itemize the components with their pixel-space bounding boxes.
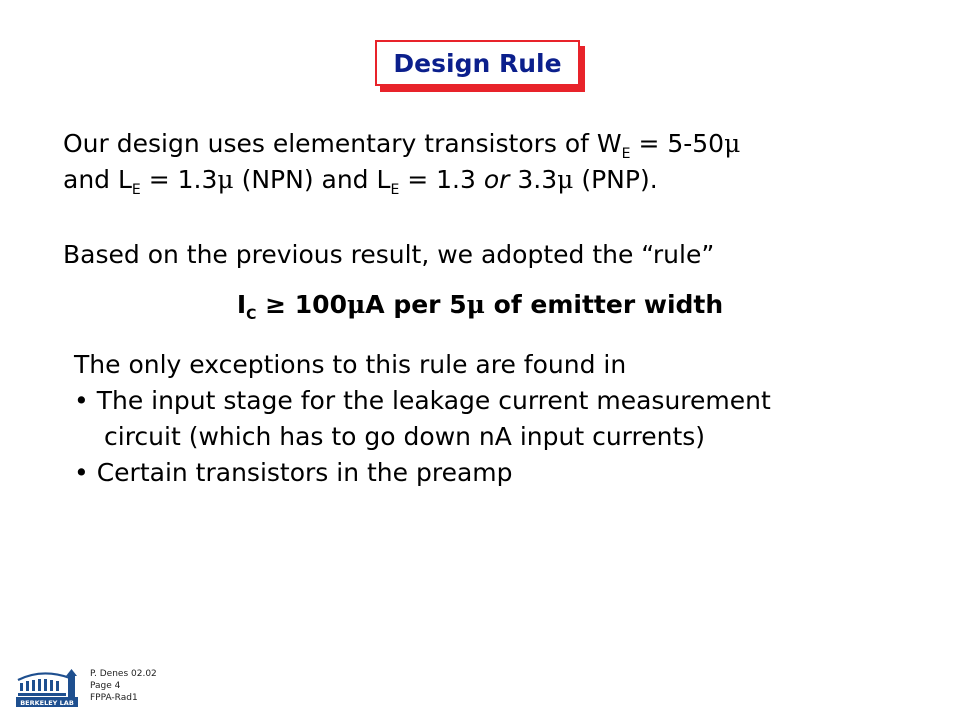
- text: (NPN) and L: [233, 165, 391, 194]
- bullet-item: [74, 383, 771, 419]
- text: and L: [63, 165, 132, 194]
- bullet-icon: •: [74, 386, 89, 415]
- exceptions-block: [74, 347, 771, 491]
- bullet-text: The input stage for the leakage current measurement: [96, 386, 771, 415]
- subscript: E: [621, 146, 631, 162]
- text: of emitter width: [484, 290, 724, 319]
- footer-text: [90, 668, 157, 704]
- rule-intro-paragraph: Based on the previous result, we adopted the “rule”: [63, 240, 715, 269]
- line-2: [63, 162, 740, 198]
- footer-page: Page 4: [90, 681, 121, 691]
- title-box: [375, 40, 580, 86]
- footer-file: FPPA-Rad1: [90, 693, 138, 703]
- transistor-dimensions-paragraph: [63, 126, 740, 198]
- line-1: [63, 126, 740, 162]
- text: (PNP).: [573, 165, 658, 194]
- mu-symbol: μ: [466, 290, 485, 319]
- mu-symbol: μ: [724, 129, 741, 158]
- mu-symbol: μ: [557, 165, 574, 194]
- berkeley-lab-logo-icon: [12, 666, 82, 708]
- mu-symbol: μ: [217, 165, 234, 194]
- text: = 1.3: [399, 165, 484, 194]
- text: 3.3: [509, 165, 558, 194]
- bullet-continuation: circuit (which has to go down nA input currents): [104, 422, 706, 451]
- text: A per 5: [365, 290, 467, 319]
- mu-symbol: μ: [346, 290, 366, 319]
- exceptions-intro: The only exceptions to this rule are found in: [74, 350, 627, 379]
- logo-text: BERKELEY LAB: [20, 699, 74, 707]
- text: = 5-50: [630, 129, 725, 158]
- design-rule-statement: [0, 287, 960, 323]
- bullet-item: [74, 455, 771, 491]
- bullet-icon: •: [74, 458, 89, 487]
- footer-author: P. Denes 02.02: [90, 669, 157, 679]
- bullet-text: Certain transistors in the preamp: [96, 458, 513, 487]
- text: ≥ 100: [256, 290, 347, 319]
- text: I: [236, 290, 247, 319]
- slide-title: Design Rule: [393, 48, 562, 78]
- title-callout: [375, 40, 585, 92]
- subscript: E: [131, 182, 141, 198]
- text: Our design uses elementary transistors of W: [63, 129, 622, 158]
- text: = 1.3: [140, 165, 218, 194]
- subscript: C: [246, 307, 257, 323]
- footer: [8, 662, 208, 712]
- subscript: E: [390, 182, 400, 198]
- italic-or: or: [483, 165, 510, 194]
